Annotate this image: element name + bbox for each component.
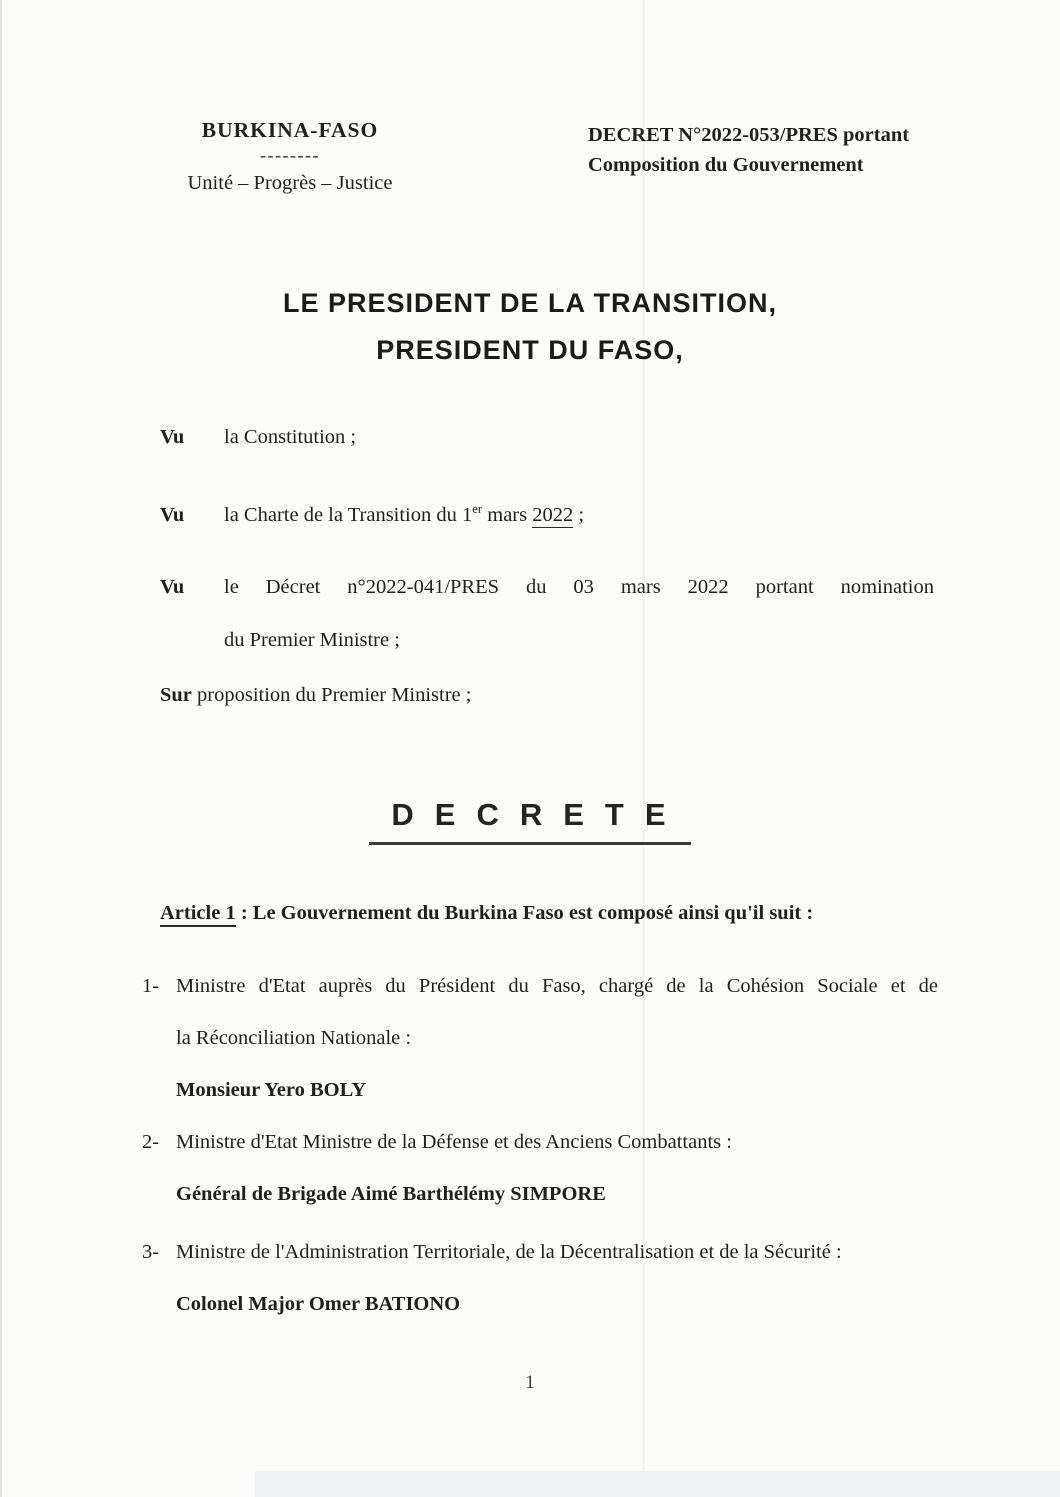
title-line-2: PRESIDENT DU FASO, bbox=[376, 335, 684, 365]
underlined-year: 2022 bbox=[532, 503, 574, 526]
minister-2-name: Général de Brigade Aimé Barthélémy SIMPORE bbox=[176, 1183, 606, 1205]
article-1-text: : Le Gouvernement du Burkina Faso est composé ainsi qu'il suit : bbox=[235, 902, 814, 924]
visa-decret-line-1: le Décret n°2022-041/PRES du 03 mars 2022 portant nomination bbox=[224, 576, 934, 598]
visa-charte bbox=[160, 502, 940, 527]
article-1-label: Article 1 bbox=[160, 902, 236, 927]
item-number: 1- bbox=[142, 975, 160, 997]
sur-text: proposition du Premier Ministre ; bbox=[191, 684, 472, 706]
item-number: 3- bbox=[142, 1241, 160, 1263]
vu-label: Vu bbox=[160, 503, 185, 526]
sur-proposition bbox=[160, 684, 940, 707]
letterhead-left bbox=[140, 118, 440, 195]
minister-3-name: Colonel Major Omer BATIONO bbox=[176, 1293, 461, 1315]
list-item-minister-1 bbox=[142, 960, 938, 1116]
decree-subject: Composition du Gouvernement bbox=[588, 154, 864, 176]
decree-number: DECRET N°2022-053/PRES portant bbox=[588, 124, 910, 146]
visa-constitution-text: la Constitution ; bbox=[224, 426, 357, 448]
national-motto: Unité – Progrès – Justice bbox=[187, 172, 393, 194]
minister-1-title-line-2: la Réconciliation Nationale : bbox=[176, 1027, 412, 1049]
item-number: 2- bbox=[142, 1131, 160, 1153]
page-number: 1 bbox=[525, 1372, 535, 1393]
minister-2-title-line-1: Ministre d'Etat Ministre de la Défense et des Anciens Combattants : bbox=[176, 1131, 732, 1153]
decree-reference bbox=[588, 120, 968, 180]
separator-dashes: -------- bbox=[260, 145, 320, 165]
visa-charte-text: la Charte de la Transition du 1er mars 2022 ; bbox=[224, 502, 585, 526]
minister-3-title-line-1: Ministre de l'Administration Territoriale, de la Décentralisation et de la Sécurité : bbox=[176, 1241, 842, 1263]
minister-list bbox=[142, 960, 938, 1330]
vu-label: Vu bbox=[160, 426, 185, 448]
scan-bottom-shadow bbox=[255, 1471, 1060, 1497]
decrete-heading-wrap bbox=[0, 797, 1060, 845]
superscript-er: er bbox=[472, 502, 483, 516]
visa-decret-text bbox=[224, 576, 934, 652]
decrete-heading: DECRETE bbox=[369, 797, 690, 845]
scan-edge-artifact bbox=[0, 0, 2, 1497]
vu-label: Vu bbox=[160, 576, 185, 598]
minister-1-name: Monsieur Yero BOLY bbox=[176, 1079, 367, 1101]
document-title bbox=[0, 280, 1060, 374]
minister-1-title-line-1: Ministre d'Etat auprès du Président du Faso, chargé de la Cohésion Sociale et de bbox=[176, 975, 938, 997]
list-item-minister-2 bbox=[142, 1116, 938, 1220]
article-1-heading bbox=[160, 902, 960, 925]
title-line-1: LE PRESIDENT DE LA TRANSITION, bbox=[282, 288, 778, 318]
sur-label: Sur bbox=[160, 684, 192, 706]
visa-decret-line-2: du Premier Ministre ; bbox=[224, 629, 400, 651]
country-name: BURKINA-FASO bbox=[201, 118, 379, 142]
visa-constitution bbox=[160, 426, 940, 449]
visa-decret-nomination bbox=[160, 576, 940, 652]
list-item-minister-3 bbox=[142, 1226, 938, 1330]
